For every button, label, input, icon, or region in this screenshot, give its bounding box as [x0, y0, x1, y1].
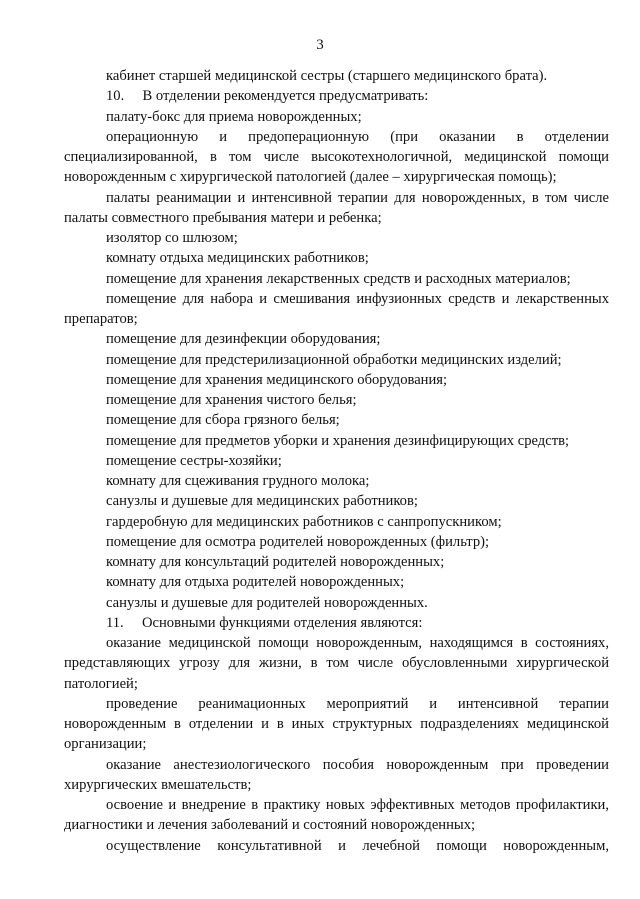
- list-item: комнату для сцеживания грудного молока;: [106, 473, 370, 489]
- list-item: санузлы и душевые для родителей новорожденных.: [106, 594, 428, 611]
- list-item: изолятор со шлюзом;: [106, 230, 238, 246]
- list-item: проведение реанимационных мероприятий и интенсивной терапии новорожденным в отделении и в иных структурных подразделениях медицинской организации;: [64, 695, 609, 753]
- paragraph-numbered-10: 10. В отделении рекомендуется предусматривать:: [106, 88, 429, 105]
- document-body: [64, 66, 609, 856]
- list-item: палаты реанимации и интенсивной терапии для новорожденных, в том числе палаты совместного пребывания матери и ребенка;: [64, 189, 609, 226]
- list-item: помещение для дезинфекции оборудования;: [106, 331, 381, 348]
- list-item: помещение для хранения лекарственных средств и расходных материалов;: [106, 270, 571, 287]
- list-item: помещение для осмотра родителей новорожденных (фильтр);: [106, 533, 490, 550]
- list-item: помещение для сбора грязного белья;: [106, 412, 340, 429]
- page-number: 3: [316, 37, 324, 53]
- paragraph-numbered-11: 11. Основными функциями отделения являются:: [106, 614, 423, 631]
- list-item: оказание анестезиологического пособия новорожденным при проведении хирургических вмешательств;: [64, 756, 609, 793]
- list-item: помещение для предстерилизационной обработки медицинских изделий;: [106, 351, 562, 368]
- list-item: операционную и предоперационную (при оказании в отделении специализированной, в том числе высокотехнологичной, медицинской помощи новорожденным с хирургической патологией (далее – хирургическая помощь);: [64, 128, 609, 186]
- list-item: комнату отдыха медицинских работников;: [106, 250, 369, 267]
- list-item: помещение для набора и смешивания инфузионных средств и лекарственных препаратов;: [64, 290, 609, 327]
- list-item: комнату для отдыха родителей новорожденных;: [106, 574, 405, 591]
- paragraph: кабинет старшей медицинской сестры (старшего медицинского брата).: [106, 68, 548, 84]
- list-item: помещение для хранения чистого белья;: [106, 392, 357, 408]
- list-item: помещение для предметов уборки и хранения дезинфицирующих средств;: [106, 432, 570, 449]
- list-item: гардеробную для медицинских работников с санпропускником;: [106, 513, 502, 530]
- list-item: оказание медицинской помощи новорожденным, находящимся в состояниях, представляющих угрозу для жизни, в том числе обусловленными хирургической патологией;: [64, 635, 609, 692]
- list-item: помещение сестры-хозяйки;: [106, 452, 282, 469]
- list-item: санузлы и душевые для медицинских работников;: [106, 493, 418, 510]
- list-item: осуществление консультативной и лечебной помощи новорожденным,: [106, 837, 609, 854]
- list-item: помещение для хранения медицинского оборудования;: [106, 371, 448, 388]
- list-item: палату-бокс для приема новорожденных;: [106, 108, 362, 125]
- list-item: освоение и внедрение в практику новых эффективных методов профилактики, диагностики и лечения заболеваний и состояний новорожденных;: [64, 797, 609, 834]
- list-item: комнату для консультаций родителей новорожденных;: [106, 554, 445, 570]
